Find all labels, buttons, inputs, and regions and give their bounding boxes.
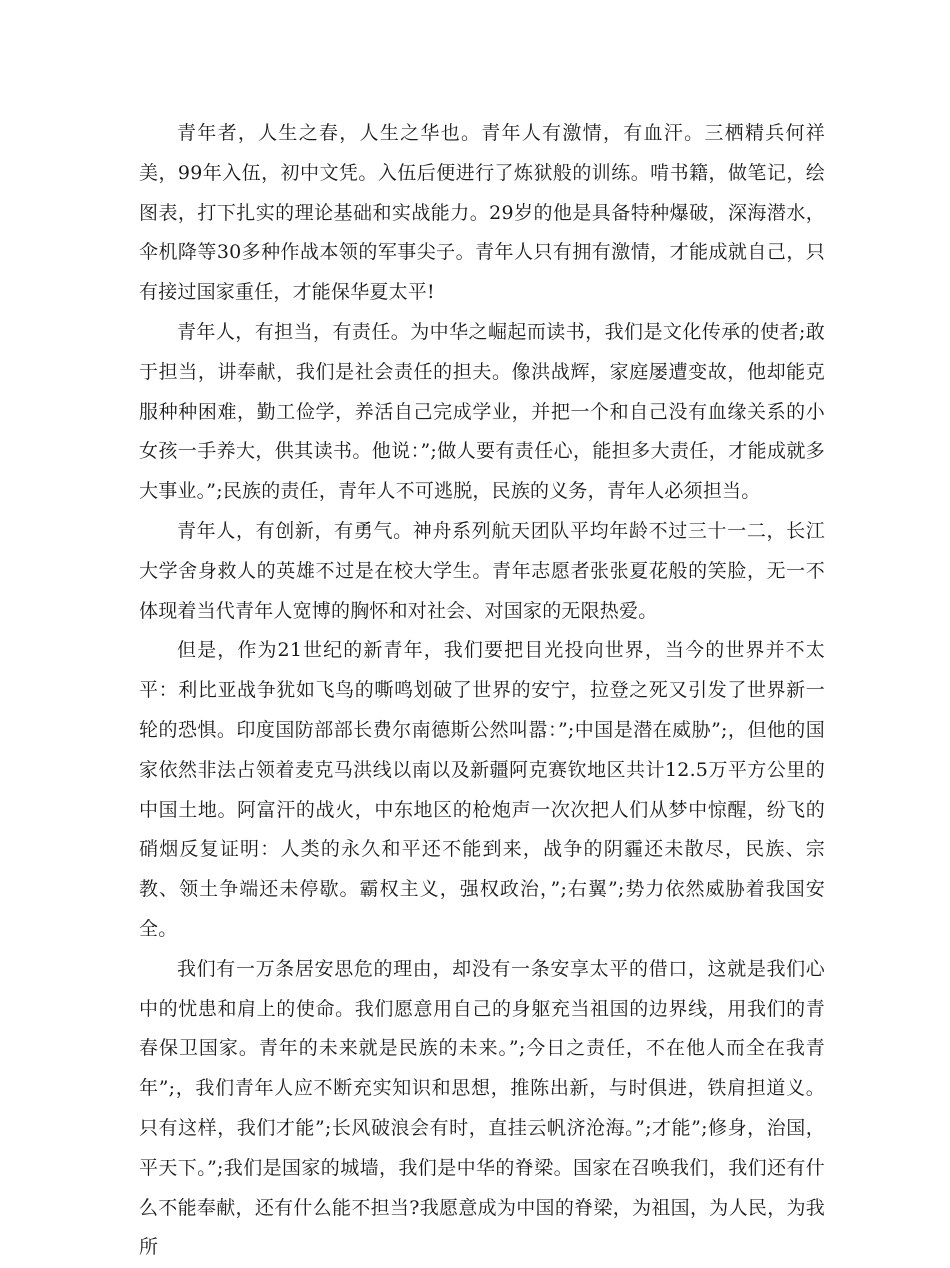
paragraph-1: 青年者，人生之春，人生之华也。青年人有激情，有血汗。三栖精兵何祥美，99年入伍，初中文凭。入伍后便进行了炼狱般的训练。啃书籍，做笔记，绘图表，打下扎实的理论基础和实战能力。29岁的他是具备特种爆破，深海潜水，伞机降等30多种作战本领的军事尖子。青年人只有拥有激情，才能成就自己，只有接过国家重任，才能保华夏太平!: [139, 122, 825, 304]
paragraph-4: 但是，作为21世纪的新青年，我们要把目光投向世界，当今的世界并不太平：利比亚战争犹如飞鸟的嘶鸣划破了世界的安宁，拉登之死又引发了世界新一轮的恐惧。印度国防部部长费尔南德斯公然叫嚣：”;中国是潜在威胁”;，但他的国家依然非法占领着麦克马洪线以南以及新疆阿克赛钦地区共计12.5万平方公里的中国土地。阿富汗的战火，中东地区的枪炮声一次次把人们从梦中惊醒，纷飞的硝烟反复证明：人类的永久和平还不能到来，战争的阴霾还未散尽，民族、宗教、领土争端还未停歇。霸权主义，强权政治，”;右翼”;势力依然威胁着我国安全。: [139, 639, 825, 940]
paragraph-3: 青年人，有创新，有勇气。神舟系列航天团队平均年龄不过三十一二，长江大学舍身救人的英雄不过是在校大学生。青年志愿者张张夏花般的笑脸，无一不体现着当代青年人宽博的胸怀和对社会、对国家的无限热爱。: [139, 519, 825, 622]
paragraph-5: 我们有一万条居安思危的理由，却没有一条安享太平的借口，这就是我们心中的忧患和肩上的使命。我们愿意用自己的身躯充当祖国的边界线，用我们的青春保卫国家。青年的未来就是民族的未来。”;今日之责任，不在他人而全在我青年”;，我们青年人应不断充实知识和思想，推陈出新，与时俱进，铁肩担道义。只有这样，我们才能”;长风破浪会有时，直挂云帆济沧海。”;才能”;修身，治国，平天下。”;我们是国家的城墙，我们是中华的脊梁。国家在召唤我们，我们还有什么不能奉献，还有什么能不担当?我愿意成为中国的脊梁，为祖国，为人民，为我所: [139, 957, 825, 1259]
paragraph-2: 青年人，有担当，有责任。为中华之崛起而读书，我们是文化传承的使者;敢于担当，讲奉献，我们是社会责任的担夫。像洪战辉，家庭屡遭变故，他却能克服种种困难，勤工俭学，养活自己完成学业，并把一个和自己没有血缘关系的小女孩一手养大，供其读书。他说：”;做人要有责任心，能担多大责任，才能成就多大事业。”;民族的责任，青年人不可逃脱，民族的义务，青年人必须担当。: [139, 320, 825, 503]
document-body: [139, 114, 825, 1268]
